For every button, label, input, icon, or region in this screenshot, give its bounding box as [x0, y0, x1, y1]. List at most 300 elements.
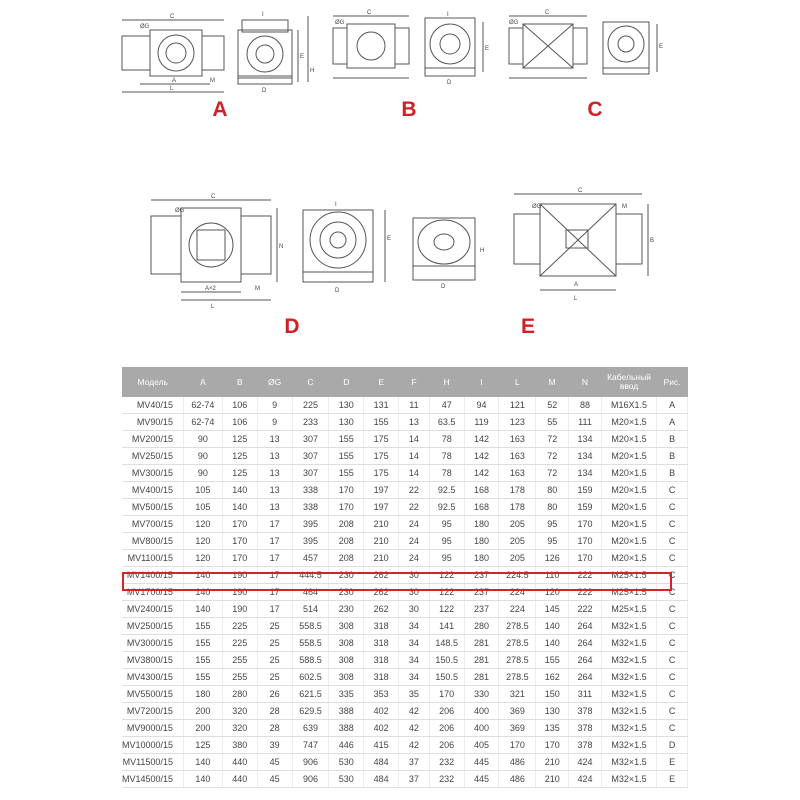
table-cell: 369	[499, 720, 536, 737]
table-cell: C	[657, 499, 688, 516]
table-cell: 62-74	[183, 414, 222, 431]
dim-label-e: E	[387, 236, 392, 242]
model-cell: MV5500/15	[122, 686, 183, 703]
table-cell: 278.5	[499, 669, 536, 686]
table-cell: 34	[399, 618, 430, 635]
table-cell: 205	[499, 516, 536, 533]
table-cell: 88	[569, 397, 602, 414]
table-cell: 13	[257, 448, 292, 465]
table-cell: 170	[329, 499, 364, 516]
table-cell: 262	[364, 567, 399, 584]
table-row	[122, 550, 688, 567]
table-cell: 30	[399, 584, 430, 601]
table-cell: 159	[569, 499, 602, 516]
table-cell: 278.5	[499, 635, 536, 652]
column-header: A	[183, 367, 222, 397]
table-cell: 148.5	[429, 635, 464, 652]
table-cell: 134	[569, 431, 602, 448]
model-cell: MV300/15	[122, 465, 183, 482]
table-cell: 72	[536, 431, 569, 448]
table-cell: 338	[292, 482, 329, 499]
table-cell: 378	[569, 720, 602, 737]
model-cell: MV14500/15	[122, 771, 183, 788]
column-header: L	[499, 367, 536, 397]
table-cell: 225	[222, 618, 257, 635]
table-cell: 42	[399, 703, 430, 720]
table-cell: 224	[499, 584, 536, 601]
dim-label-d: D	[335, 288, 340, 294]
table-cell: 11	[399, 397, 430, 414]
table-cell: 264	[569, 669, 602, 686]
table-cell: 415	[364, 737, 399, 754]
table-cell: 320	[222, 720, 257, 737]
table-cell: 170	[569, 516, 602, 533]
table-cell: 262	[364, 584, 399, 601]
column-header: E	[364, 367, 399, 397]
dim-label-d: D	[441, 284, 446, 290]
table-cell: 906	[292, 771, 329, 788]
dim-label-e: E	[659, 44, 664, 50]
table-cell: 134	[569, 465, 602, 482]
table-cell: 150.5	[429, 669, 464, 686]
table-cell: 34	[399, 669, 430, 686]
table-row	[122, 431, 688, 448]
table-cell: C	[657, 482, 688, 499]
table-cell: 180	[464, 516, 499, 533]
table-cell: 208	[329, 516, 364, 533]
table-cell: B	[657, 431, 688, 448]
table-cell: 395	[292, 516, 329, 533]
table-cell: C	[657, 720, 688, 737]
table-cell: 210	[364, 550, 399, 567]
table-cell: 123	[499, 414, 536, 431]
table-cell: 72	[536, 448, 569, 465]
table-cell: A	[657, 414, 688, 431]
table-cell: M20×1.5	[601, 465, 656, 482]
model-cell: MV700/15	[122, 516, 183, 533]
table-cell: 222	[569, 601, 602, 618]
table-cell: 232	[429, 771, 464, 788]
table-cell: 145	[536, 601, 569, 618]
table-cell: M20×1.5	[601, 431, 656, 448]
dim-label-m: M	[622, 204, 627, 210]
table-cell: 205	[499, 550, 536, 567]
table-cell: 405	[464, 737, 499, 754]
table-cell: 170	[569, 533, 602, 550]
table-cell: M20×1.5	[601, 499, 656, 516]
table-cell: 621.5	[292, 686, 329, 703]
table-cell: M32×1.5	[601, 635, 656, 652]
table-cell: 318	[364, 618, 399, 635]
table-cell: 180	[183, 686, 222, 703]
table-cell: M32×1.5	[601, 737, 656, 754]
table-cell: 39	[257, 737, 292, 754]
column-header: I	[464, 367, 499, 397]
table-cell: 308	[329, 652, 364, 669]
table-cell: 206	[429, 703, 464, 720]
table-cell: 170	[569, 550, 602, 567]
table-cell: 400	[464, 720, 499, 737]
model-cell: MV800/15	[122, 533, 183, 550]
table-cell: M20×1.5	[601, 482, 656, 499]
table-cell: 464	[292, 584, 329, 601]
table-cell: 78	[429, 465, 464, 482]
model-cell: MV1400/15	[122, 567, 183, 584]
table-cell: 514	[292, 601, 329, 618]
table-cell: 639	[292, 720, 329, 737]
table-cell: 264	[569, 635, 602, 652]
table-cell: 78	[429, 448, 464, 465]
table-row	[122, 533, 688, 550]
table-cell: M25×1.5	[601, 567, 656, 584]
table-cell: 150	[536, 686, 569, 703]
table-cell: 747	[292, 737, 329, 754]
table-cell: 486	[499, 754, 536, 771]
table-cell: 155	[329, 465, 364, 482]
table-row	[122, 686, 688, 703]
table-row	[122, 737, 688, 754]
table-cell: 170	[429, 686, 464, 703]
table-cell: 424	[569, 771, 602, 788]
table-cell: 280	[222, 686, 257, 703]
table-cell: M25×1.5	[601, 584, 656, 601]
dim-label-h: H	[310, 68, 315, 74]
table-cell: 369	[499, 703, 536, 720]
table-cell: 308	[329, 635, 364, 652]
table-cell: 440	[222, 771, 257, 788]
table-cell: 558.5	[292, 635, 329, 652]
table-cell: 130	[536, 703, 569, 720]
table-cell: 208	[329, 533, 364, 550]
dim-label-d: D	[262, 88, 267, 94]
table-cell: 106	[222, 414, 257, 431]
table-cell: 278.5	[499, 652, 536, 669]
table-cell: 180	[464, 550, 499, 567]
table-cell: 95	[429, 550, 464, 567]
table-cell: 13	[399, 414, 430, 431]
table-cell: 17	[257, 533, 292, 550]
drawing-figure-e	[508, 186, 668, 306]
table-cell: 25	[257, 618, 292, 635]
table-cell: 140	[536, 635, 569, 652]
table-cell: 17	[257, 567, 292, 584]
table-cell: 262	[364, 601, 399, 618]
table-cell: M25×1.5	[601, 601, 656, 618]
model-cell: MV500/15	[122, 499, 183, 516]
table-cell: 22	[399, 482, 430, 499]
table-cell: 445	[464, 771, 499, 788]
table-cell: 14	[399, 448, 430, 465]
table-cell: 486	[499, 771, 536, 788]
table-cell: 588.5	[292, 652, 329, 669]
table-cell: 122	[429, 601, 464, 618]
table-cell: 440	[222, 754, 257, 771]
table-cell: 155	[329, 431, 364, 448]
table-row	[122, 635, 688, 652]
table-row	[122, 397, 688, 414]
table-cell: 95	[429, 516, 464, 533]
table-cell: 121	[499, 397, 536, 414]
table-cell: 232	[429, 754, 464, 771]
table-cell: B	[657, 465, 688, 482]
table-cell: M32×1.5	[601, 754, 656, 771]
table-cell: 135	[536, 720, 569, 737]
table-cell: 17	[257, 550, 292, 567]
table-cell: 140	[222, 482, 257, 499]
table-cell: 335	[329, 686, 364, 703]
dim-label-c: C	[211, 194, 216, 200]
table-cell: 602.5	[292, 669, 329, 686]
table-cell: 131	[364, 397, 399, 414]
table-cell: 13	[257, 431, 292, 448]
table-cell: 35	[399, 686, 430, 703]
table-cell: 125	[222, 431, 257, 448]
table-cell: 530	[329, 771, 364, 788]
table-cell: 558.5	[292, 618, 329, 635]
table-cell: M32×1.5	[601, 652, 656, 669]
column-header: Рис.	[657, 367, 688, 397]
model-cell: MV90/15	[122, 414, 183, 431]
table-cell: 17	[257, 584, 292, 601]
table-cell: 180	[464, 533, 499, 550]
table-cell: C	[657, 635, 688, 652]
model-cell: MV3000/15	[122, 635, 183, 652]
model-cell: MV11500/15	[122, 754, 183, 771]
table-cell: 95	[536, 533, 569, 550]
table-cell: 320	[222, 703, 257, 720]
dim-label-g: ØG	[509, 20, 519, 26]
table-cell: 142	[464, 448, 499, 465]
table-cell: 14	[399, 431, 430, 448]
table-cell: 45	[257, 771, 292, 788]
table-cell: 78	[429, 431, 464, 448]
header-row	[122, 367, 688, 397]
table-cell: 388	[329, 703, 364, 720]
table-cell: 125	[222, 465, 257, 482]
table-cell: 80	[536, 499, 569, 516]
column-header: M	[536, 367, 569, 397]
dim-label-c: C	[170, 14, 175, 20]
table-cell: E	[657, 754, 688, 771]
table-cell: 281	[464, 652, 499, 669]
table-cell: 281	[464, 669, 499, 686]
model-cell: MV400/15	[122, 482, 183, 499]
table-cell: 264	[569, 652, 602, 669]
table-cell: 175	[364, 431, 399, 448]
table-cell: 140	[183, 601, 222, 618]
table-cell: 110	[536, 567, 569, 584]
table-cell: 321	[499, 686, 536, 703]
table-cell: 210	[364, 516, 399, 533]
column-header: Кабельный ввод	[601, 367, 656, 397]
dim-label-h: H	[480, 248, 485, 254]
model-cell: MV2500/15	[122, 618, 183, 635]
table-cell: 170	[222, 516, 257, 533]
table-cell: 13	[257, 465, 292, 482]
table-cell: 9	[257, 414, 292, 431]
table-cell: 446	[329, 737, 364, 754]
table-row	[122, 652, 688, 669]
spec-table-header	[122, 367, 688, 397]
dim-label-n: N	[279, 244, 284, 250]
table-cell: 111	[569, 414, 602, 431]
table-cell: 105	[183, 499, 222, 516]
table-cell: 237	[464, 601, 499, 618]
table-cell: 444.5	[292, 567, 329, 584]
table-cell: 190	[222, 567, 257, 584]
table-cell: 140	[183, 584, 222, 601]
dim-label-l: L	[574, 296, 578, 302]
table-cell: C	[657, 652, 688, 669]
table-cell: 55	[536, 414, 569, 431]
table-cell: M32×1.5	[601, 686, 656, 703]
table-cell: 280	[464, 618, 499, 635]
table-cell: E	[657, 771, 688, 788]
table-cell: 37	[399, 771, 430, 788]
table-cell: 37	[399, 754, 430, 771]
table-row	[122, 448, 688, 465]
model-cell: MV40/15	[122, 397, 183, 414]
dim-label-i: I	[335, 202, 337, 208]
table-cell: 402	[364, 720, 399, 737]
column-header: C	[292, 367, 329, 397]
table-cell: 170	[222, 550, 257, 567]
table-cell: 402	[364, 703, 399, 720]
table-cell: 190	[222, 601, 257, 618]
table-cell: 130	[329, 397, 364, 414]
table-cell: 178	[499, 482, 536, 499]
table-cell: C	[657, 567, 688, 584]
table-row	[122, 771, 688, 788]
table-cell: 134	[569, 448, 602, 465]
table-cell: 629.5	[292, 703, 329, 720]
table-row	[122, 584, 688, 601]
table-cell: M20×1.5	[601, 516, 656, 533]
table-cell: 9	[257, 397, 292, 414]
table-cell: 155	[329, 448, 364, 465]
table-cell: 330	[464, 686, 499, 703]
table-cell: 28	[257, 703, 292, 720]
table-cell: 197	[364, 499, 399, 516]
table-cell: 120	[183, 550, 222, 567]
table-cell: 106	[222, 397, 257, 414]
table-cell: 318	[364, 652, 399, 669]
dim-label-l: L	[211, 304, 215, 310]
column-header: F	[399, 367, 430, 397]
table-cell: 388	[329, 720, 364, 737]
table-cell: 484	[364, 771, 399, 788]
table-cell: 140	[183, 567, 222, 584]
dim-label-a2: A×2	[205, 286, 216, 292]
table-cell: 24	[399, 516, 430, 533]
table-cell: 208	[329, 550, 364, 567]
model-cell: MV10000/15	[122, 737, 183, 754]
table-cell: 307	[292, 431, 329, 448]
dim-label-m: M	[210, 78, 215, 84]
table-cell: 120	[536, 584, 569, 601]
table-cell: 205	[499, 533, 536, 550]
table-cell: C	[657, 686, 688, 703]
table-cell: 120	[183, 533, 222, 550]
table-cell: C	[657, 703, 688, 720]
figure-label-d: D	[284, 315, 300, 338]
table-cell: 307	[292, 465, 329, 482]
table-cell: 155	[183, 618, 222, 635]
table-cell: 395	[292, 533, 329, 550]
dim-label-g: ØG	[175, 208, 185, 214]
table-cell: 206	[429, 720, 464, 737]
table-cell: 168	[464, 482, 499, 499]
table-cell: 378	[569, 703, 602, 720]
table-cell: 150.5	[429, 652, 464, 669]
table-cell: M32×1.5	[601, 669, 656, 686]
table-row	[122, 720, 688, 737]
column-header: N	[569, 367, 602, 397]
table-cell: 42	[399, 720, 430, 737]
column-header: D	[329, 367, 364, 397]
model-cell: MV4300/15	[122, 669, 183, 686]
table-cell: 255	[222, 652, 257, 669]
table-cell: C	[657, 618, 688, 635]
table-cell: 170	[499, 737, 536, 754]
table-cell: 26	[257, 686, 292, 703]
table-cell: 484	[364, 754, 399, 771]
table-cell: 530	[329, 754, 364, 771]
table-cell: 94	[464, 397, 499, 414]
table-cell: C	[657, 533, 688, 550]
table-cell: 155	[536, 652, 569, 669]
table-row	[122, 601, 688, 618]
table-cell: 190	[222, 584, 257, 601]
dim-label-e: E	[485, 46, 490, 52]
table-cell: M32×1.5	[601, 703, 656, 720]
table-cell: 25	[257, 652, 292, 669]
dim-label-e: E	[300, 54, 305, 60]
table-cell: 278.5	[499, 618, 536, 635]
table-cell: 17	[257, 601, 292, 618]
table-cell: M20×1.5	[601, 533, 656, 550]
table-cell: 90	[183, 448, 222, 465]
model-cell: MV1700/15	[122, 584, 183, 601]
table-cell: 163	[499, 448, 536, 465]
table-cell: 13	[257, 482, 292, 499]
drawing-figure-d	[145, 190, 505, 310]
table-cell: 155	[183, 635, 222, 652]
table-cell: 42	[399, 737, 430, 754]
table-cell: 255	[222, 669, 257, 686]
figure-label-c: C	[587, 98, 603, 121]
table-cell: 237	[464, 567, 499, 584]
table-cell: 17	[257, 516, 292, 533]
table-cell: 14	[399, 465, 430, 482]
dim-label-d: D	[447, 80, 452, 86]
table-cell: 72	[536, 465, 569, 482]
dim-label-l: L	[170, 86, 174, 92]
model-cell: MV7200/15	[122, 703, 183, 720]
table-cell: 222	[569, 567, 602, 584]
dim-label-m: M	[255, 286, 260, 292]
table-cell: 200	[183, 720, 222, 737]
table-cell: M20×1.5	[601, 414, 656, 431]
table-cell: 338	[292, 499, 329, 516]
table-cell: 142	[464, 465, 499, 482]
table-cell: 224.5	[499, 567, 536, 584]
table-cell: 126	[536, 550, 569, 567]
table-cell: 90	[183, 465, 222, 482]
figure-label-e: E	[520, 315, 535, 338]
table-cell: 140	[183, 754, 222, 771]
model-cell: MV200/15	[122, 431, 183, 448]
